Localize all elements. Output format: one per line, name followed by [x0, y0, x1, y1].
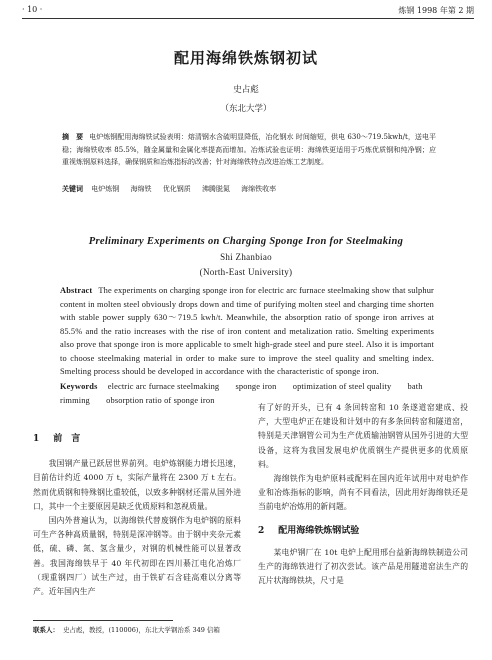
abstract-cn-label: 摘 要: [62, 132, 84, 141]
body-column-right: [258, 401, 468, 588]
section-title: 前 言: [53, 434, 81, 444]
body-paragraph-continued: 有了好的开头，已有 4 条回转窑和 10 条遂道窑建成、投产，大型电炉正在建设和计划中的有多条回转窑和隧道窑，特别是天津钢管公司为生产优质输油钢管从国外引进的大型设备，这将为我国发展电炉优质钢生产提供更多的优质原料。: [258, 403, 468, 469]
keyword-en: sponge iron: [235, 382, 277, 391]
keyword-cn: 海绵铁: [130, 185, 152, 193]
article-title-en: Preliminary Experiments on Charging Sponge Iron for Steelmaking: [88, 236, 404, 247]
keywords-cn: [62, 184, 436, 194]
footnote-rule: [33, 620, 173, 621]
journal-issue: 炼钢 1998 年第 2 期: [398, 6, 474, 15]
page-number: · 10 ·: [22, 5, 43, 14]
affiliation-cn: （东北大学）: [220, 104, 272, 114]
footnote-text: 史占彪，教授，(110006)，东北大学钢治系 349 信箱: [63, 626, 220, 634]
section-number: 2: [258, 525, 265, 536]
author-name-en: Shi Zhanbiao: [220, 252, 272, 262]
body-paragraph: 我国钢产量已跃居世界前列。电炉炼钢能力增长迅速，目前估计约近 4000 万 t，实际产量将在 2300 万 t 左右。然而优质钢和特殊钢比重较低，以致多种钢材还需从国外进口，其中一个主要原因是缺乏优质原料和忽视质量。: [33, 459, 241, 511]
keywords-cn-label: 关键词: [62, 184, 83, 193]
body-column-left: [33, 432, 241, 599]
keyword-cn: 电炉炼钢: [91, 185, 120, 193]
abstract-en-label: Abstract: [60, 286, 93, 295]
author-name-cn: 史占彪: [233, 85, 259, 95]
header-rule: [22, 18, 474, 19]
keyword-cn: 沸腾脱氮: [201, 185, 230, 193]
keyword-en: optimization of steel quality: [292, 382, 392, 391]
article-title-cn: 配用海绵铁炼钢初试: [173, 49, 318, 67]
footnote: [33, 620, 473, 634]
affiliation-en: (North-East University): [199, 267, 293, 277]
abstract-cn: [62, 131, 436, 169]
keyword-en: obsorption ratio of sponge iron: [106, 395, 215, 405]
abstract-en-text: The experiments on charging sponge iron for electric arc furnace steelmaking show that sulphur content in molten steel obviously drops down and time of purifying molten steel and charging time shorten with stable power supply 630～719.5 kwh/t. Meanwhile, the absorption ratio of sponge iron arrives at 85.5% and the ratio increases with the rise of iron content and metalization ratio. Smelting experiments also prove that sponge iron is more applicable to smelt high-grade steel and pure steel. Also it is important to choose steelmaking material in order to make sure to improve the steel quality and smelting index. Smelting process should be developed in accordance with the characteristic of sponge iron.: [60, 286, 434, 376]
keyword-cn: 海绵铁收率: [241, 185, 277, 193]
keyword-en: bath rimming: [60, 382, 423, 405]
section-number: 1: [33, 434, 40, 444]
keyword-en: electric arc furnace steelmaking: [107, 382, 220, 391]
section-heading: [33, 432, 241, 446]
body-paragraph: 某电炉钢厂在 10t 电炉上配用邢台益新海绵铁制造公司生产的海绵铁进行了初次尝试。该产品是用隧道窑法生产的瓦片状海绵铁块，尺寸是: [258, 547, 468, 586]
body-paragraph: 海绵铁作为电炉原料或配料在国内近年试用中对电炉作业和冶炼指标的影响，尚有不同看法，因此用好海绵铁还是当前电炉冶炼用的新问题。: [258, 474, 468, 512]
body-paragraph: 国内外普遍认为，以海绵铁代替废钢作为电炉钢的原料可生产各种高质量钢，特别是深冲钢等。由于钢中夹杂元素低，硫、磷、氮、氢含量少，对钢的机械性能可以显著改善。我国海绵铁早于 40 年代初即在四川綦江电化冶炼厂（现重钢四厂）试生产过，由于铁矿石含硅高难以分离等产。近年国内生产: [33, 516, 241, 597]
keyword-cn: 优化钢质: [162, 185, 191, 193]
section-title: 配用海绵铁炼钢试验: [278, 525, 360, 536]
footnote-label: 联系人：: [33, 626, 59, 634]
section-heading: [258, 524, 468, 538]
running-header: [22, 4, 474, 18]
abstract-cn-text: 电炉炼钢配用海绵铁试验表明：熔清钢水含硫明显降低，冶化钢水 时间缩短，供电 630～719.5kwh/t，送电平稳；海绵铁收率 85.5%，随金属量和金属化率提高而增加。冶炼试验也证明：海绵铁更适用于巧炼优质钢和纯净钢；应重视炼钢原料选择，确保钢质和冶炼指标的改善；针对海绵铁特点改进冶炼工艺制度。: [62, 133, 437, 166]
keywords-en-label: Keywords: [60, 382, 98, 391]
abstract-en: [60, 284, 434, 379]
